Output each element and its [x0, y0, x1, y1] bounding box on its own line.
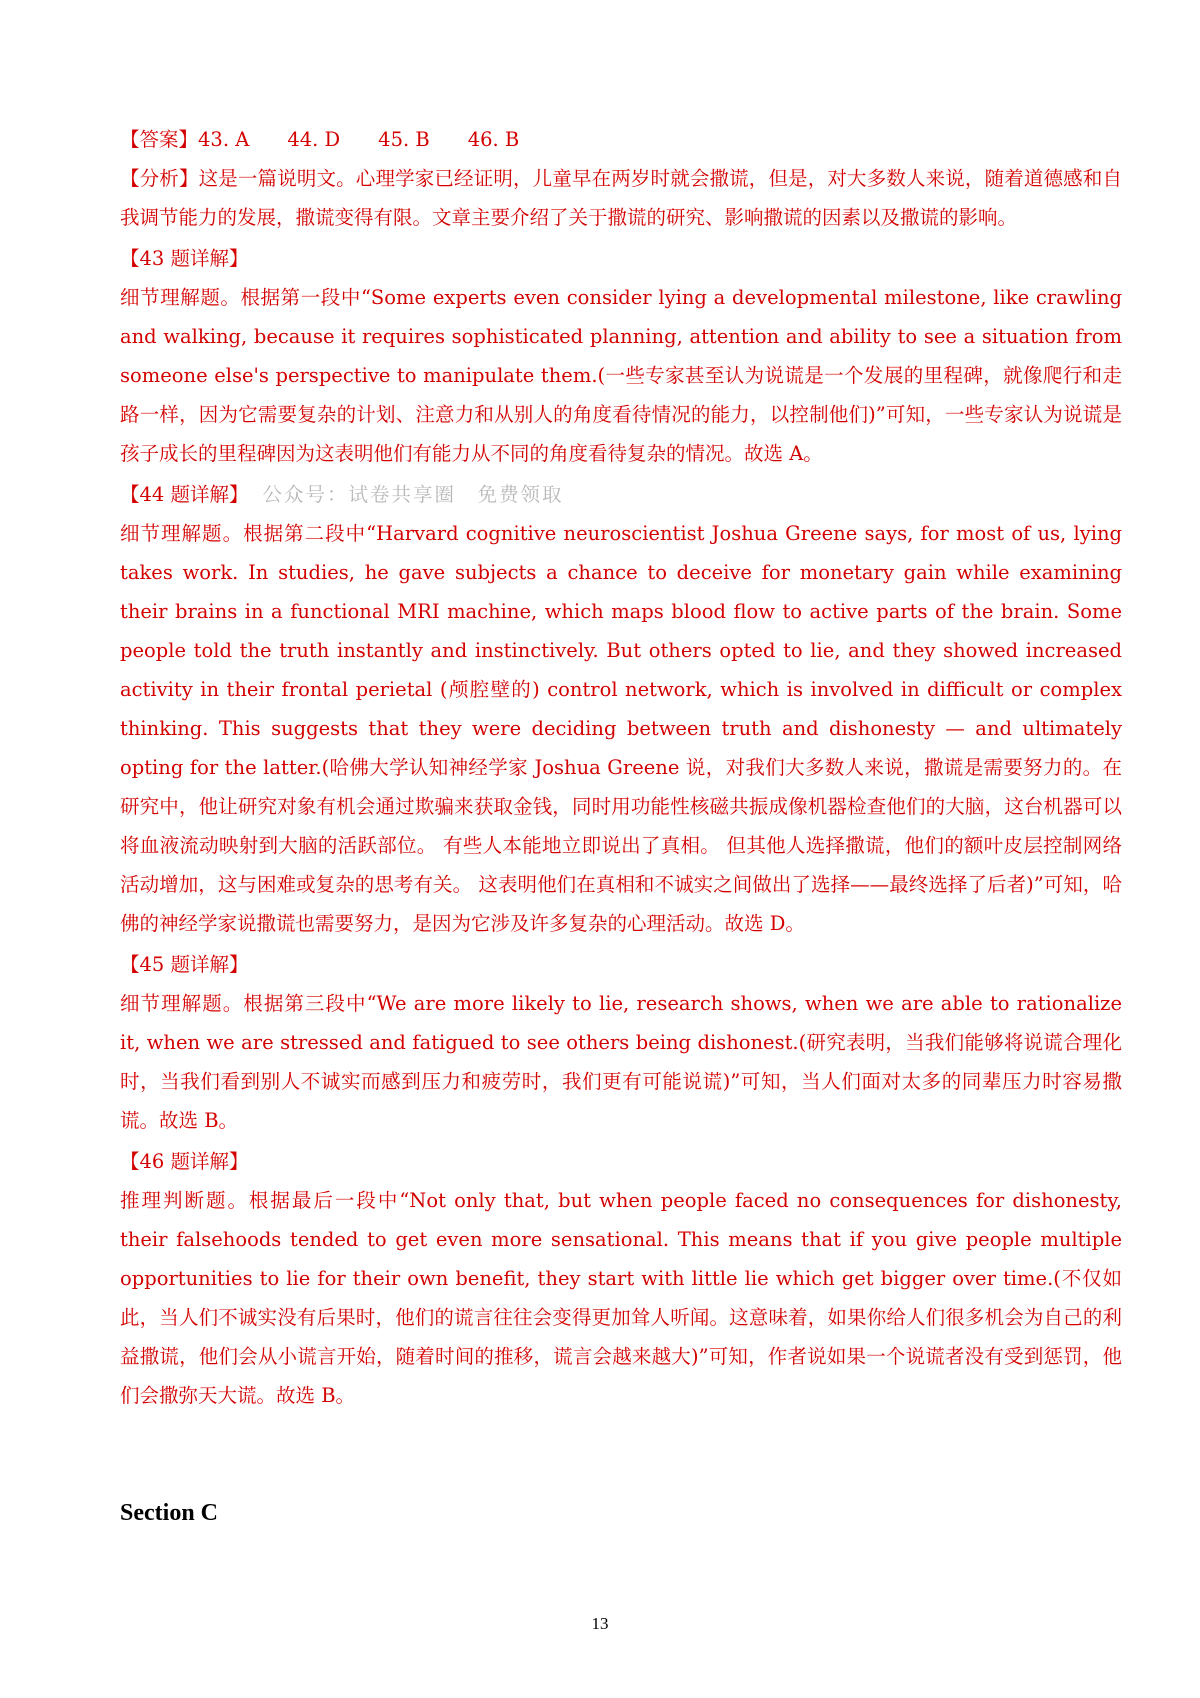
answer-44: 44. D: [287, 128, 341, 151]
page-number: 13: [591, 1614, 609, 1633]
watermark-text: 公众号：试卷共享圈 免费领取: [262, 483, 564, 506]
q46-heading: 【46 题详解】: [120, 1150, 249, 1173]
answer-45: 45. B: [378, 128, 430, 151]
q43-heading: 【43 题详解】: [120, 247, 249, 270]
q44-explanation: 细节理解题。根据第二段中“Harvard cognitive neuroscientist Joshua Greene says, for most of us, lying takes work. In studies, he gave subjects a chance to deceive for monetary gain while examining their brains in a functional MRI machine, which maps blood flow to active parts of the brain. Some people told the truth instantly and instinctively. But others opted to lie, and they showed increased activity in their frontal perietal (颅腔壁的) control network, which is involved in difficult or complex thinking. This suggests that they were deciding between truth and dishonesty — and ultimately opting for the latter.(哈佛大学认知神经学家 Joshua Greene 说，对我们大多数人来说，撒谎是需要努力的。在研究中，他让研究对象有机会通过欺骗来获取金钱，同时用功能性核磁共振成像机器检查他们的大脑，这台机器可以将血液流动映射到大脑的活跃部位。 有些人本能地立即说出了真相。 但其他人选择撒谎，他们的额叶皮层控制网络活动增加，这与困难或复杂的思考有关。 这表明他们在真相和不诚实之间做出了选择——最终选择了后者)”可知，哈佛的神经学家说撒谎也需要努力，是因为它涉及许多复杂的心理活动。故选 D。: [120, 522, 1122, 935]
section-title: Section C: [120, 1500, 218, 1526]
q44-heading: 【44 题详解】: [120, 483, 249, 506]
analysis-paragraph: 【分析】这是一篇说明文。心理学家已经证明，儿童早在两岁时就会撒谎，但是，对大多数人来说，随着道德感和自我调节能力的发展，撒谎变得有限。文章主要介绍了关于撒谎的研究、影响撒谎的因素以及撒谎的影响。: [120, 167, 1122, 229]
answer-line: [120, 120, 1122, 159]
q45-explanation: 细节理解题。根据第三段中“We are more likely to lie, research shows, when we are able to rationalize it, when we are stressed and fatigued to see others being dishonest.(研究表明，当我们能够将说谎合理化时，当我们看到别人不诚实而感到压力和疲劳时，我们更有可能说谎)”可知，当人们面对太多的同辈压力时容易撒谎。故选 B。: [120, 992, 1122, 1132]
q44-heading-line: [120, 475, 1122, 514]
q43-explanation: 细节理解题。根据第一段中“Some experts even consider lying a developmental milestone, like crawling and walking, because it requires sophisticated planning, attention and ability to see a situation from someone else's perspective to manipulate them.(一些专家甚至认为说谎是一个发展的里程碑，就像爬行和走路一样，因为它需要复杂的计划、注意力和从别人的角度看待情况的能力，以控制他们)”可知，一些专家认为说谎是孩子成长的里程碑因为这表明他们有能力从不同的角度看待复杂的情况。故选 A。: [120, 286, 1122, 465]
q46-explanation: 推理判断题。根据最后一段中“Not only that, but when people faced no consequences for dishonesty, their falsehoods tended to get even more sensational. This means that if you give people multiple opportunities to lie for their own benefit, they start with little lie which get bigger over time.(不仅如此，当人们不诚实没有后果时，他们的谎言往往会变得更加耸人听闻。这意味着，如果你给人们很多机会为自己的利益撒谎，他们会从小谎言开始，随着时间的推移，谎言会越来越大)”可知，作者说如果一个说谎者没有受到惩罚，他们会撒弥天大谎。故选 B。: [120, 1189, 1122, 1407]
answer-label: 【答案】: [120, 128, 199, 151]
answer-43: 43. A: [198, 128, 250, 151]
answer-explanation-block: [120, 118, 1122, 1415]
answer-46: 46. B: [467, 128, 520, 151]
q45-heading: 【45 题详解】: [120, 953, 249, 976]
